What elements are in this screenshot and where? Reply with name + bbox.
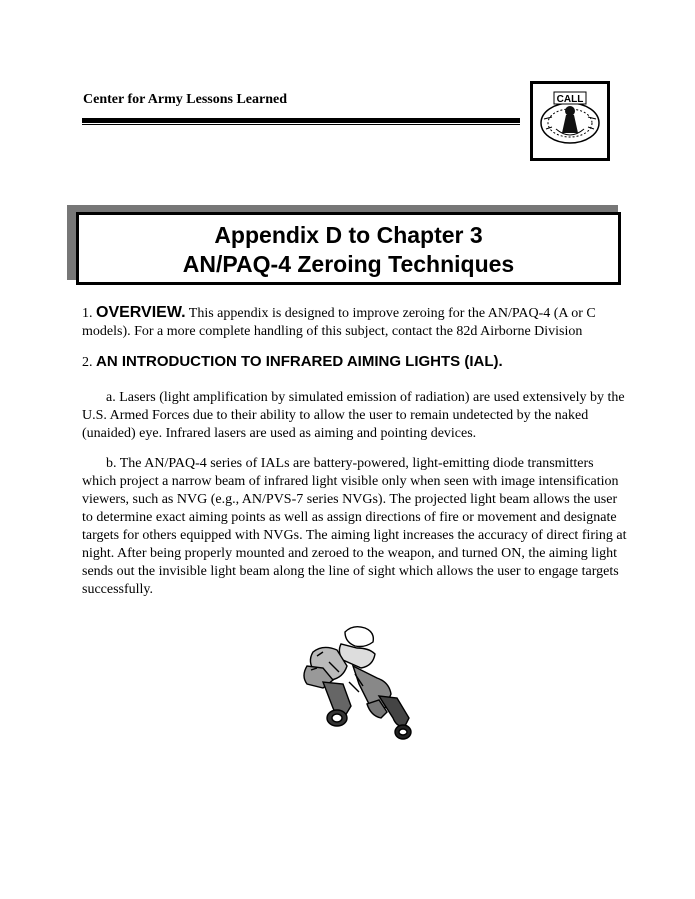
paragraph-a: a. Lasers (light amplification by simulated emission of radiation) are used extensively by the U.S. Armed Forces due to their ability to allow the user to remain undetected by the naked (unaided) eye. Infrared lasers are used as aiming and pointing devices. (82, 390, 625, 441)
title-line-2: AN/PAQ-4 Zeroing Techniques (182, 251, 515, 277)
section-text: This appendix is designed to improve zeroing for the AN/PAQ-4 (A or C models). For a more complete handling of this subject, contact the 82d Airborne Division (82, 306, 596, 339)
title-line-1: Appendix D to Chapter 3 (214, 222, 483, 248)
organization-name: Center for Army Lessons Learned (83, 92, 288, 107)
section-number: 1. (82, 306, 93, 321)
paragraph-b: b. The AN/PAQ-4 series of IALs are battery-powered, light-emitting diode transmitters which project a narrow beam of infrared light visible only when seen with image intensification viewers, such as NVG (e.g., AN/PVS-7 series NVGs). The projected light beam allows the user to determine exact aiming points as well as assign directions of fire or movement and designate targets for others equipped with NVGs. The aiming light increases the accuracy of direct firing at night. After being properly mounted and zeroed to the weapon, and turned ON, the aiming light sends out the invisible light beam along the line of sight which allows the user to engage targets successfully. (82, 456, 627, 597)
section-number: 2. (82, 355, 93, 370)
logo-text: CALL (556, 94, 584, 105)
title-box (76, 212, 621, 285)
call-logo (530, 81, 610, 161)
night-vision-goggles-icon (293, 622, 418, 752)
section-heading: OVERVIEW. (96, 304, 186, 321)
section-heading: AN INTRODUCTION TO INFRARED AIMING LIGHTS (IAL). (96, 353, 503, 370)
header-rule (82, 118, 520, 123)
header-rule-thin (82, 124, 520, 125)
night-vision-goggles-illustration (293, 622, 418, 757)
section-overview (82, 304, 622, 341)
section-introduction (82, 353, 503, 372)
call-seal-icon (538, 89, 602, 153)
